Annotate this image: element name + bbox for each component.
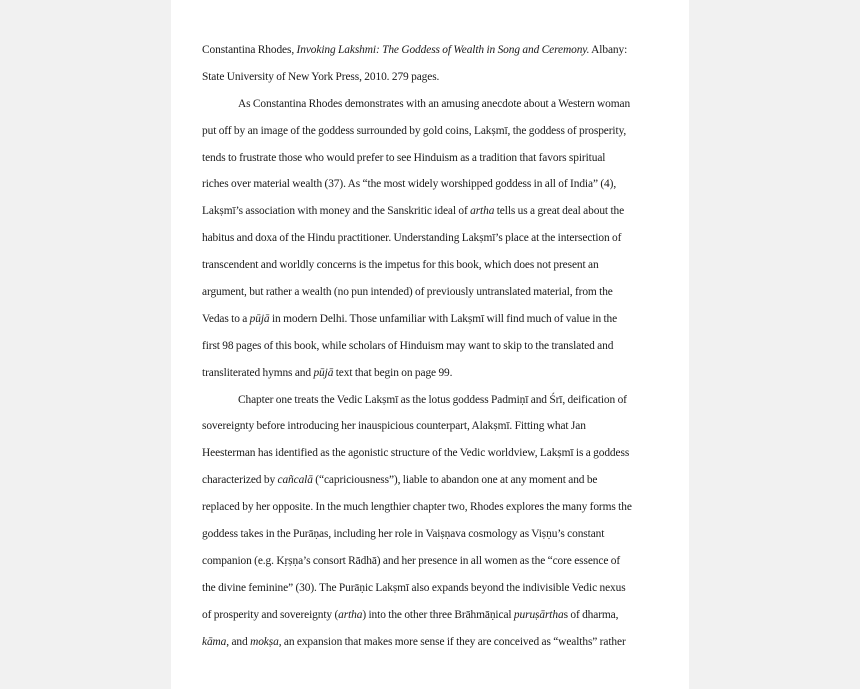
text-segment: argument, but rather a wealth (no pun intended) of previously untranslated material, from the: [202, 286, 613, 299]
text-segment: , an expansion that makes more sense if they are conceived as “wealths” rather: [278, 635, 626, 648]
text-segment: State University of New York Press, 2010. 279 pages.: [202, 70, 440, 83]
italic-text: puruṣārtha: [513, 608, 564, 621]
text-line: [202, 494, 658, 521]
italic-text: mokṣa: [250, 635, 279, 648]
text-segment: Heesterman has identified as the agonistic structure of the Vedic worldview, Lakṣmī is a goddess: [202, 447, 630, 460]
text-segment: sovereignty before introducing her inauspicious counterpart, Alakṣmī. Fitting what Jan: [202, 420, 586, 433]
text-segment: Vedas to a: [202, 312, 250, 325]
text-segment: tends to frustrate those who would prefer to see Hinduism as a tradition that favors spiritual: [202, 151, 606, 164]
text-line: [202, 252, 658, 279]
italic-text: Invoking Lakshmi: The Goddess of Wealth in Song and Ceremony.: [296, 44, 590, 56]
text-segment: first 98 pages of this book, while scholars of Hinduism may want to skip to the translated and: [202, 339, 614, 352]
text-segment: transliterated hymns and: [202, 366, 314, 379]
text-segment: s of dharma,: [563, 608, 619, 621]
text-segment: tells us a great deal about the: [494, 205, 625, 218]
italic-text: kāma: [202, 635, 227, 648]
review-text: [202, 37, 658, 655]
text-segment: Chapter one treats the Vedic Lakṣmī as the lotus goddess Padmiṇī and Śrī, deification of: [238, 393, 627, 406]
text-segment: habitus and doxa of the Hindu practitioner. Understanding Lakṣmī’s place at the intersection of: [202, 232, 622, 245]
text-line: [202, 602, 658, 629]
text-segment: of prosperity and sovereignty (: [202, 608, 339, 621]
text-line: [202, 306, 658, 333]
text-line: [202, 413, 658, 440]
text-segment: put off by an image of the goddess surrounded by gold coins, Lakṣmī, the goddess of prosperity,: [202, 124, 627, 137]
text-line: [202, 64, 658, 91]
text-line: [202, 225, 658, 252]
text-line: [202, 440, 658, 467]
text-segment: (“capriciousness”), liable to abandon one at any moment and be: [312, 474, 598, 487]
document-page: [171, 0, 689, 689]
text-segment: goddess takes in the Purāṇas, including her role in Vaiṣṇava cosmology as Viṣṇu’s constant: [202, 528, 605, 541]
text-segment: riches over material wealth (37). As “the most widely worshipped goddess in all of India” (4),: [202, 178, 617, 191]
text-segment: Constantina Rhodes,: [202, 44, 297, 56]
text-line: [202, 467, 658, 494]
text-segment: Lakṣmī’s association with money and the Sanskritic ideal of: [202, 205, 471, 218]
italic-text: artha: [470, 205, 495, 218]
text-segment: , and: [226, 635, 251, 648]
text-line: [202, 387, 658, 414]
text-line: [202, 171, 658, 198]
text-line: [202, 521, 658, 548]
text-segment: Albany:: [589, 44, 628, 56]
text-line: [202, 629, 658, 656]
italic-text: pūjā: [313, 366, 334, 379]
italic-text: cañcalā: [277, 474, 313, 487]
text-segment: transcendent and worldly concerns is the impetus for this book, which does not present an: [202, 259, 599, 272]
text-line: [202, 575, 658, 602]
text-line: [202, 198, 658, 225]
text-line: [202, 91, 658, 118]
italic-text: pūjā: [249, 312, 270, 325]
text-segment: in modern Delhi. Those unfamiliar with Lakṣmī will find much of value in the: [269, 312, 618, 325]
text-line: [202, 118, 658, 145]
text-line: [202, 145, 658, 172]
italic-text: artha: [338, 608, 363, 621]
text-line: [202, 279, 658, 306]
text-line: [202, 548, 658, 575]
text-segment: text that begin on page 99.: [333, 366, 453, 379]
text-segment: As Constantina Rhodes demonstrates with an amusing anecdote about a Western woman: [238, 97, 631, 110]
text-segment: companion (e.g. Kṛṣṇa’s consort Rādhā) and her presence in all women as the “core essence of: [202, 554, 621, 567]
text-line: [202, 360, 658, 387]
text-segment: characterized by: [202, 474, 278, 487]
text-segment: replaced by her opposite. In the much lengthier chapter two, Rhodes explores the many forms the: [202, 501, 632, 514]
text-line: [202, 333, 658, 360]
text-line: [202, 37, 658, 64]
text-segment: ) into the other three Brāhmāṇical: [362, 608, 514, 621]
text-segment: the divine feminine” (30). The Purāṇic Lakṣmī also expands beyond the indivisible Vedic nexus: [202, 581, 626, 594]
